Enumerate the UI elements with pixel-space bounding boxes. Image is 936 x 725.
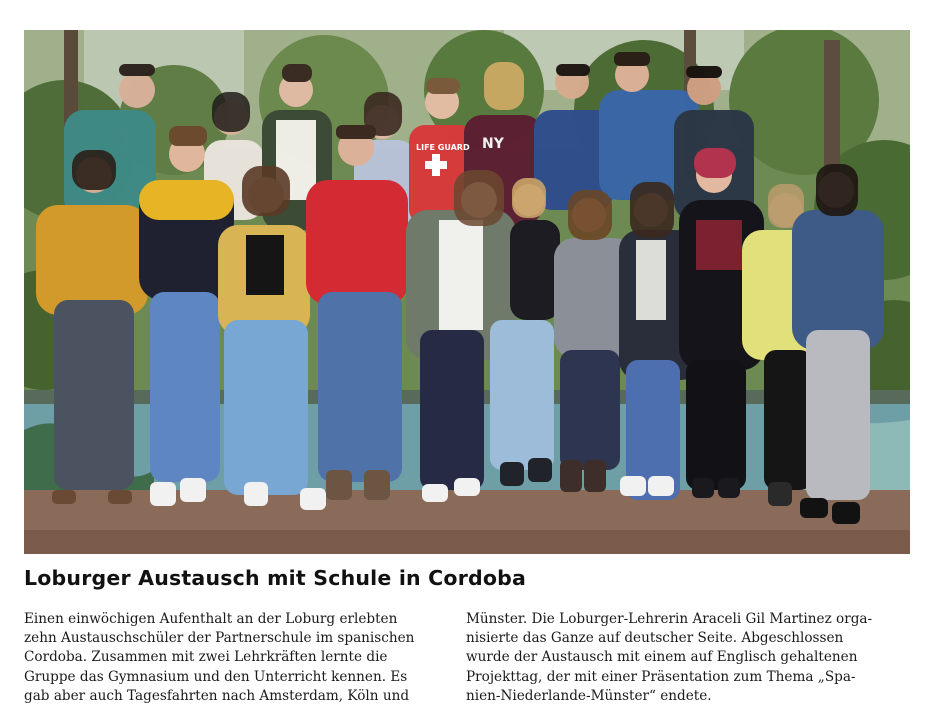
shirt-text-lifeguard: LIFE GUARD xyxy=(416,143,470,152)
body-line: Cordoba. Zusammen mit zwei Lehrkräften lernte die xyxy=(24,649,388,666)
article-column-right xyxy=(466,610,910,706)
body-line: zehn Austauschschüler der Partnerschule im spanischen xyxy=(24,630,415,647)
body-line: Gruppe das Gymnasium und den Unterricht kennen. Es xyxy=(24,668,408,685)
body-line: Projekttag, der mit einer Präsentation zum Thema „Spa- xyxy=(466,668,856,685)
body-line: gab aber auch Tagesfahrten nach Amsterdam, Köln und xyxy=(24,687,410,704)
body-line: wurde der Austausch mit einem auf Englisch gehaltenen xyxy=(466,649,858,666)
article-column-left xyxy=(24,610,452,706)
group-photo-drawing xyxy=(24,30,910,554)
body-line: nien-Niederlande-Münster“ endete. xyxy=(466,687,712,704)
article-headline: Loburger Austausch mit Schule in Cordoba xyxy=(24,566,527,590)
shirt-text-ny: NY xyxy=(482,136,504,152)
body-line: nisierte das Ganze auf deutscher Seite. Abgeschlossen xyxy=(466,630,844,647)
body-line: Einen einwöchigen Aufenthalt an der Loburg erlebten xyxy=(24,611,398,627)
group-photo xyxy=(24,30,910,554)
body-line: Münster. Die Loburger-Lehrerin Araceli Gil Martinez orga- xyxy=(466,611,873,627)
